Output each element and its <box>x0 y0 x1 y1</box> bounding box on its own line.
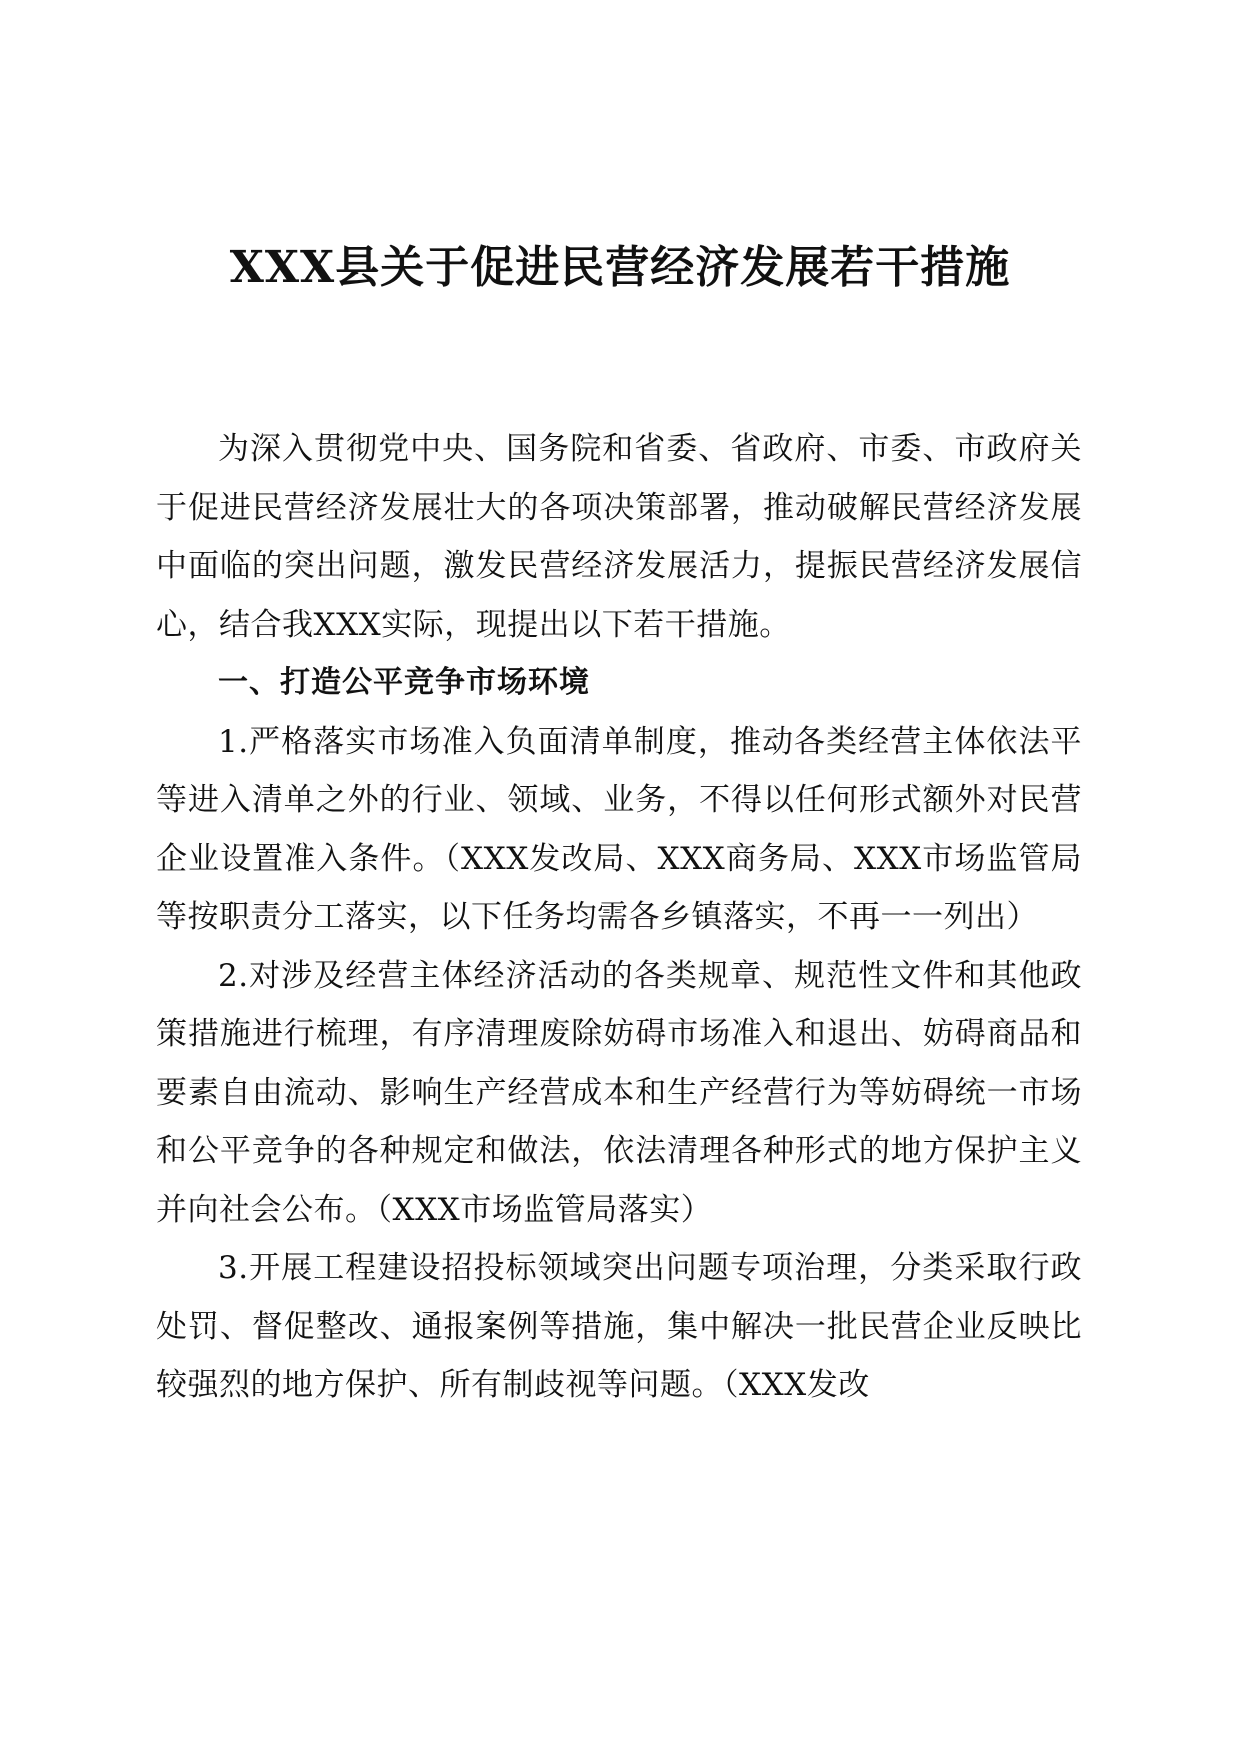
measure-item-1: 1.严格落实市场准入负面清单制度，推动各类经营主体依法平等进入清单之外的行业、领域、业务，不得以任何形式额外对民营企业设置准入条件。（XXX发改局、XXX商务局、XXX市场监管局等按职责分工落实，以下任务均需各乡镇落实，不再一一列出） <box>156 723 1082 935</box>
document-body <box>156 420 1082 1415</box>
document-title: XXX县关于促进民营经济发展若干措施 <box>229 242 1011 293</box>
section-heading-1: 一、打造公平竞争市场环境 <box>218 665 590 700</box>
measure-item-3: 3.开展工程建设招投标领域突出问题专项治理，分类采取行政处罚、督促整改、通报案例等措施，集中解决一批民营企业反映比较强烈的地方保护、所有制歧视等问题。（XXX发改 <box>156 1250 1082 1403</box>
intro-paragraph: 为深入贯彻党中央、国务院和省委、省政府、市委、市政府关于促进民营经济发展壮大的各项决策部署，推动破解民营经济发展中面临的突出问题，激发民营经济发展活力，提振民营经济发展信心，结合我XXX实际，现提出以下若干措施。 <box>156 431 1082 643</box>
measure-item-2: 2.对涉及经营主体经济活动的各类规章、规范性文件和其他政策措施进行梳理，有序清理废除妨碍市场准入和退出、妨碍商品和要素自由流动、影响生产经营成本和生产经营行为等妨碍统一市场和公平竞争的各种规定和做法，依法清理各种形式的地方保护主义并向社会公布。（XXX市场监管局落实） <box>156 957 1082 1228</box>
